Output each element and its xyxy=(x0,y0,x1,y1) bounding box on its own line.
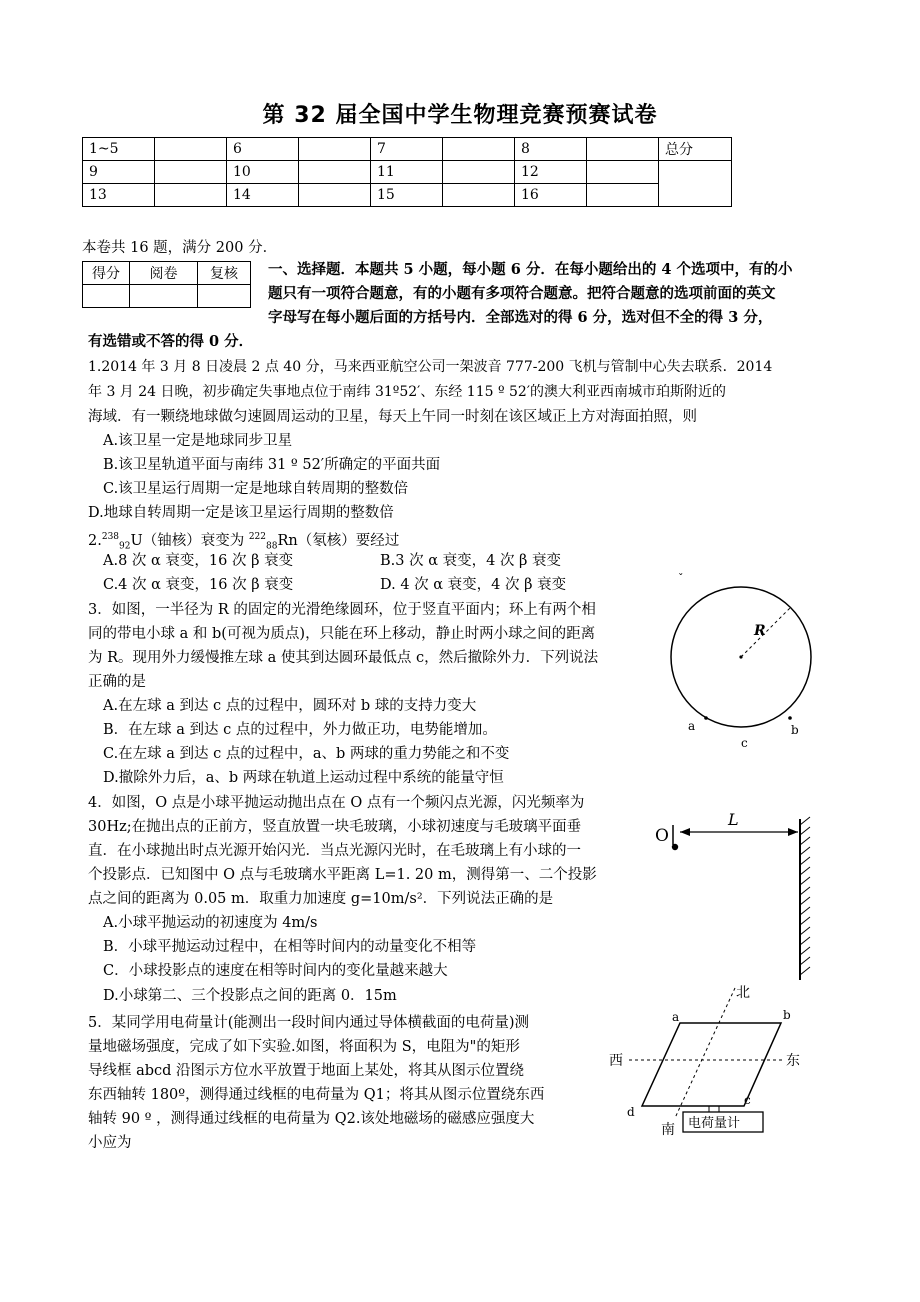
score-table xyxy=(82,137,732,207)
q3-option-c: C.在左球 a 到达 c 点的过程中，a、b 两球的重力势能之和不变 xyxy=(103,746,510,762)
score-cell-label: 13 xyxy=(83,184,155,207)
intro-text: 本卷共 16 题，满分 200 分． xyxy=(82,240,278,256)
score-cell-label: 6 xyxy=(227,138,299,161)
glass-hatch xyxy=(800,817,810,975)
east-label: 东 xyxy=(786,1053,800,1069)
score-cell-blank xyxy=(587,138,659,161)
section-instructions-line: 有选错或不答的得 0 分． xyxy=(88,333,254,350)
score-cell-label: 16 xyxy=(515,184,587,207)
table-row xyxy=(83,285,251,308)
q2-option-d: D. 4 次 α 衰变，4 次 β 衰变 xyxy=(380,577,567,593)
score-cell-label: 11 xyxy=(371,161,443,184)
ball-a xyxy=(704,716,708,720)
radius-label: R xyxy=(754,623,766,639)
corner-a: a xyxy=(672,1010,680,1024)
radius-line xyxy=(741,607,791,657)
corner-c: c xyxy=(744,1093,751,1107)
q3-stem-line: 同的带电小球 a 和 b(可视为质点)，只能在环上移动，静止时两小球之间的距离 xyxy=(88,626,596,642)
q4-option-b: B．小球平抛运动过程中，在相等时间内的动量变化不相等 xyxy=(103,939,477,955)
q3-option-b: B．在左球 a 到达 c 点的过程中，外力做正功，电势能增加。 xyxy=(103,722,497,738)
q2-stem-text: U（铀核）衰变为 xyxy=(130,532,245,549)
q5-stem-line: 东西轴转 180º，测得通过线框的电荷量为 Q1；将其从图示位置绕东西 xyxy=(88,1087,545,1103)
wire-frame xyxy=(642,1023,781,1106)
grader-blank xyxy=(130,285,198,308)
score-cell-label: 9 xyxy=(83,161,155,184)
q4-stem-line: 直．在小球抛出时点光源开始闪光．当点光源闪光时，在毛玻璃上有小球的一 xyxy=(88,843,581,859)
section-instructions-line: 题只有一项符合题意，有的小题有多项符合题意。把符合题意的选项前面的英文 xyxy=(268,285,776,302)
q5-stem-line: 导线框 abcd 沿图示方位水平放置于地面上某处，将其从图示位置绕 xyxy=(88,1063,525,1079)
q2-option-a: A.8 次 α 衰变，16 次 β 衰变 xyxy=(103,553,294,569)
charge-meter-label: 电荷量计 xyxy=(688,1116,741,1131)
q2-number: 2. xyxy=(88,532,102,549)
q5-stem-line: 轴转 90 º ，测得通过线框的电荷量为 Q2.该处地磁场的磁感应强度大 xyxy=(88,1111,535,1127)
q4-stem-line: 30Hz;在抛出点的正前方，竖直放置一块毛玻璃，小球初速度与毛玻璃平面垂 xyxy=(88,819,582,835)
q5-stem-line: 5．某同学用电荷量计(能测出一段时间内通过导体横截面的电荷量)测 xyxy=(88,1015,530,1031)
origin-label: O xyxy=(655,826,669,846)
grader-header: 阅卷 xyxy=(130,262,198,285)
coil-figure xyxy=(605,978,835,1143)
score-cell-label: 14 xyxy=(227,184,299,207)
q4-option-a: A.小球平抛运动的初速度为 4m/s xyxy=(103,915,318,931)
north-south-axis xyxy=(675,988,735,1118)
grader-header: 复核 xyxy=(198,262,251,285)
q3-option-a: A.在左球 a 到达 c 点的过程中，圆环对 b 球的支持力变大 xyxy=(103,698,477,714)
label-b: b xyxy=(791,723,799,737)
grader-table xyxy=(82,261,251,308)
q2-stem-text: Rn（氡核）要经过 xyxy=(277,532,400,549)
q2-option-c: C.4 次 α 衰变，16 次 β 衰变 xyxy=(103,577,294,593)
u-atomic-number: 92 xyxy=(119,541,131,552)
section-instructions-line: 字母写在每小题后面的方括号内．全部选对的得 6 分，选对但不全的得 3 分， xyxy=(268,309,773,326)
label-a: a xyxy=(688,719,696,733)
q4-stem-line: 个投影点．已知图中 O 点与毛玻璃水平距离 L=1. 20 m，测得第一、二个投影 xyxy=(88,867,597,883)
score-cell-blank xyxy=(443,138,515,161)
q1-stem-line: 海域．有一颗绕地球做匀速圆周运动的卫星，每天上午同一时刻在该区域正上方对海面拍照，则 xyxy=(88,409,697,425)
grader-blank xyxy=(198,285,251,308)
total-label: 总分 xyxy=(659,138,732,161)
score-cell-label: 1~5 xyxy=(83,138,155,161)
label-c: c xyxy=(741,736,748,750)
corner-b: b xyxy=(783,1008,791,1022)
grader-header: 得分 xyxy=(83,262,130,285)
arrow-left-icon xyxy=(680,828,690,836)
page-title: 第 32 届全国中学生物理竞赛预赛试卷 xyxy=(262,103,658,128)
score-cell-blank xyxy=(443,184,515,207)
table-row xyxy=(83,184,732,207)
table-row xyxy=(83,138,732,161)
q2-option-b: B.3 次 α 衰变，4 次 β 衰变 xyxy=(380,553,562,569)
q4-stem-line: 4．如图，O 点是小球平抛运动抛出点在 O 点有一个频闪点光源，闪光频率为 xyxy=(88,795,585,811)
west-label: 西 xyxy=(609,1053,623,1069)
u-mass-number: 238 xyxy=(101,532,120,542)
q1-stem-line: 年 3 月 24 日晚，初步确定失事地点位于南纬 31º52′、东经 115 º 52′的澳大利亚西南城市珀斯附近的 xyxy=(88,384,727,400)
ring-center xyxy=(739,655,742,658)
south-label: 南 xyxy=(661,1122,675,1138)
q4-stem-line: 点之间的距离为 0.05 m．取重力加速度 g=10m/s²．下列说法正确的是 xyxy=(88,891,554,907)
score-cell-label: 15 xyxy=(371,184,443,207)
distance-label: L xyxy=(728,810,739,829)
score-cell-label: 8 xyxy=(515,138,587,161)
q5-stem-line: 量地磁场强度，完成了如下实验.如图，将面积为 S，电阻为"的矩形 xyxy=(88,1039,520,1055)
q1-stem-line: 1.2014 年 3 月 8 日凌晨 2 点 40 分，马来西亚航空公司一架波音 777-200 飞机与管制中心失去联系．2014 xyxy=(88,359,773,375)
score-cell-blank xyxy=(587,161,659,184)
rn-atomic-number: 88 xyxy=(266,541,278,552)
table-row xyxy=(83,262,251,285)
corner-d: d xyxy=(627,1105,635,1119)
score-cell-label: 7 xyxy=(371,138,443,161)
q1-option-a: A.该卫星一定是地球同步卫星 xyxy=(103,433,293,449)
q1-option-b: B.该卫星轨道平面与南纬 31 º 52′所确定的平面共面 xyxy=(103,457,441,473)
section-instructions-line: 一、选择题．本题共 5 小题，每小题 6 分．在每小题给出的 4 个选项中，有的小 xyxy=(268,261,793,278)
ring-mark: ˇ xyxy=(678,572,684,585)
score-cell-blank xyxy=(443,161,515,184)
score-cell-blank xyxy=(587,184,659,207)
grader-blank xyxy=(83,285,130,308)
score-cell-blank xyxy=(299,184,371,207)
ring-figure xyxy=(660,570,840,755)
score-cell-blank xyxy=(155,138,227,161)
total-score-cell xyxy=(659,161,732,207)
score-cell-label: 12 xyxy=(515,161,587,184)
score-cell-blank xyxy=(299,161,371,184)
q3-option-d: D.撤除外力后，a、b 两球在轨道上运动过程中系统的能量守恒 xyxy=(103,770,504,786)
rn-mass-number: 222 xyxy=(248,532,267,542)
q4-option-c: C．小球投影点的速度在相等时间内的变化量越来越大 xyxy=(103,963,448,979)
q1-option-d: D.地球自转周期一定是该卫星运行周期的整数倍 xyxy=(88,505,394,521)
ball xyxy=(672,844,678,850)
score-cell-blank xyxy=(155,184,227,207)
projection-figure xyxy=(650,805,830,985)
ball-b xyxy=(788,716,792,720)
q4-option-d: D.小球第二、三个投影点之间的距离 0．15m xyxy=(103,988,397,1004)
score-cell-blank xyxy=(155,161,227,184)
arrow-right-icon xyxy=(788,828,798,836)
q3-stem-line: 3．如图，一半径为 R 的固定的光滑绝缘圆环，位于竖直平面内；环上有两个相 xyxy=(88,602,596,618)
score-cell-blank xyxy=(299,138,371,161)
table-row xyxy=(83,161,732,184)
q3-stem-line: 为 R。现用外力缓慢推左球 a 使其到达圆环最低点 c，然后撤除外力．下列说法 xyxy=(88,650,599,666)
north-label: 北 xyxy=(736,985,750,1001)
q3-stem-line: 正确的是 xyxy=(88,674,146,690)
score-cell-label: 10 xyxy=(227,161,299,184)
q1-option-c: C.该卫星运行周期一定是地球自转周期的整数倍 xyxy=(103,481,409,497)
q5-stem-line: 小应为 xyxy=(88,1135,132,1151)
